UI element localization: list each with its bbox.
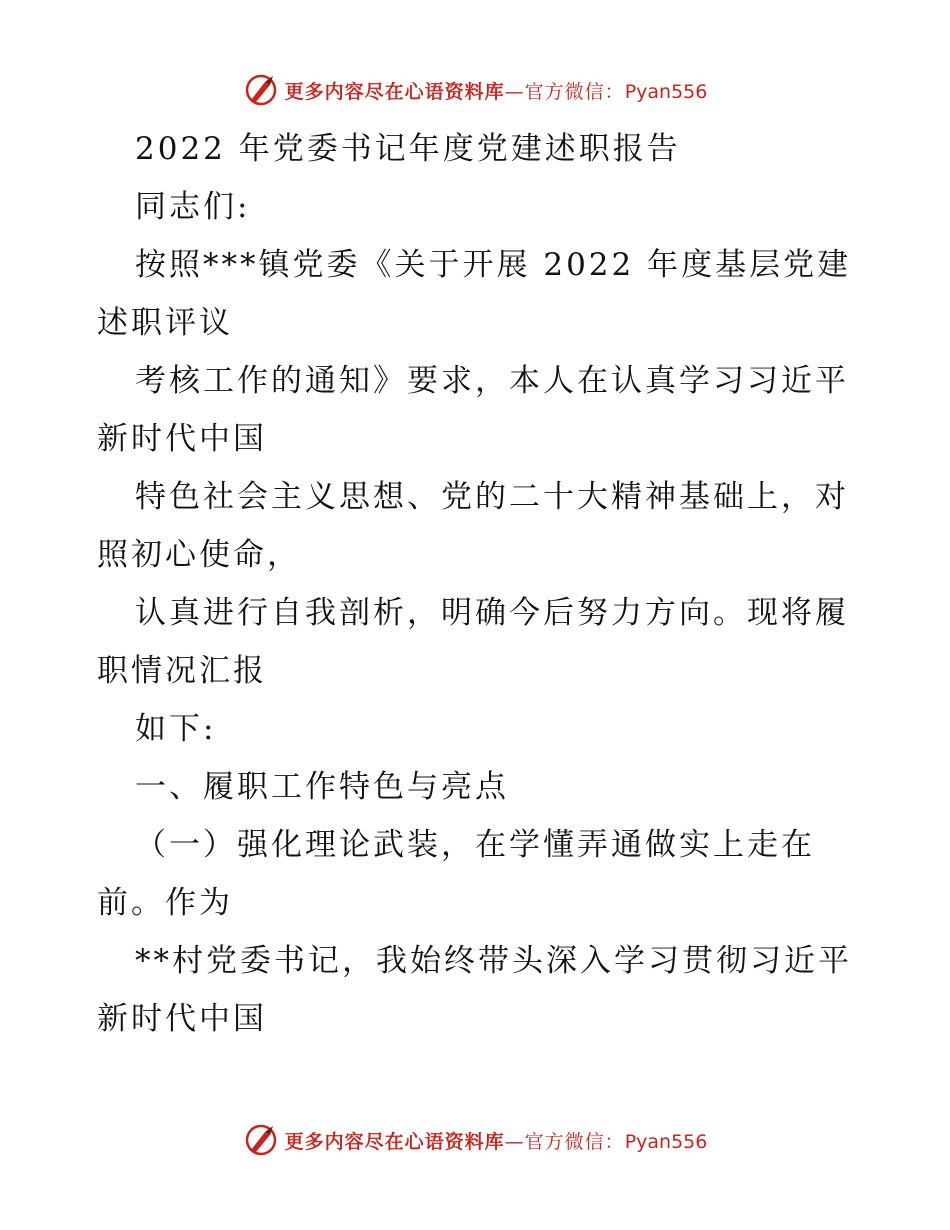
document-line: （一）强化理论武装，在学懂弄通做实上走在 (135, 827, 815, 863)
document-line: 同志们: (135, 189, 251, 225)
banner-wechat-label: 官方微信： (524, 1130, 625, 1153)
banner-wechat-id: Pyan556 (624, 1130, 708, 1153)
document-body (97, 120, 857, 1048)
document-line: 如下: (135, 711, 217, 747)
banner-wechat-label: 官方微信： (524, 80, 625, 103)
banner-text (285, 77, 708, 104)
document-line: 按照***镇党委《关于开展 2022 年度基层党建 (135, 247, 852, 283)
document-line: 考核工作的通知》要求，本人在认真学习习近平 (135, 363, 849, 399)
document-line: 前。作为 (97, 885, 233, 921)
quill-logo-icon (243, 72, 279, 108)
quill-logo-icon (243, 1122, 279, 1158)
document-line: 特色社会主义思想、党的二十大精神基础上，对 (135, 479, 849, 515)
banner-dash: — (504, 1130, 525, 1153)
footer-banner (0, 1120, 950, 1160)
document-line: 认真进行自我剖析，明确今后努力方向。现将履 (135, 595, 849, 631)
document-line: 新时代中国 (97, 421, 267, 457)
document-line: 职情况汇报 (97, 653, 267, 689)
document-line: **村党委书记，我始终带头深入学习贯彻习近平 (135, 943, 852, 979)
header-banner (0, 70, 950, 110)
document-line: 新时代中国 (97, 1001, 267, 1037)
banner-text (285, 1127, 708, 1154)
banner-dash: — (504, 80, 525, 103)
document-line: 一、履职工作特色与亮点 (135, 769, 509, 805)
document-line: 述职评议 (97, 305, 233, 341)
banner-wechat-id: Pyan556 (624, 80, 708, 103)
banner-main-text: 更多内容尽在心语资料库 (284, 80, 505, 103)
document-line: 2022 年党委书记年度党建述职报告 (135, 131, 681, 167)
banner-main-text: 更多内容尽在心语资料库 (284, 1130, 505, 1153)
document-line: 照初心使命， (97, 537, 301, 573)
